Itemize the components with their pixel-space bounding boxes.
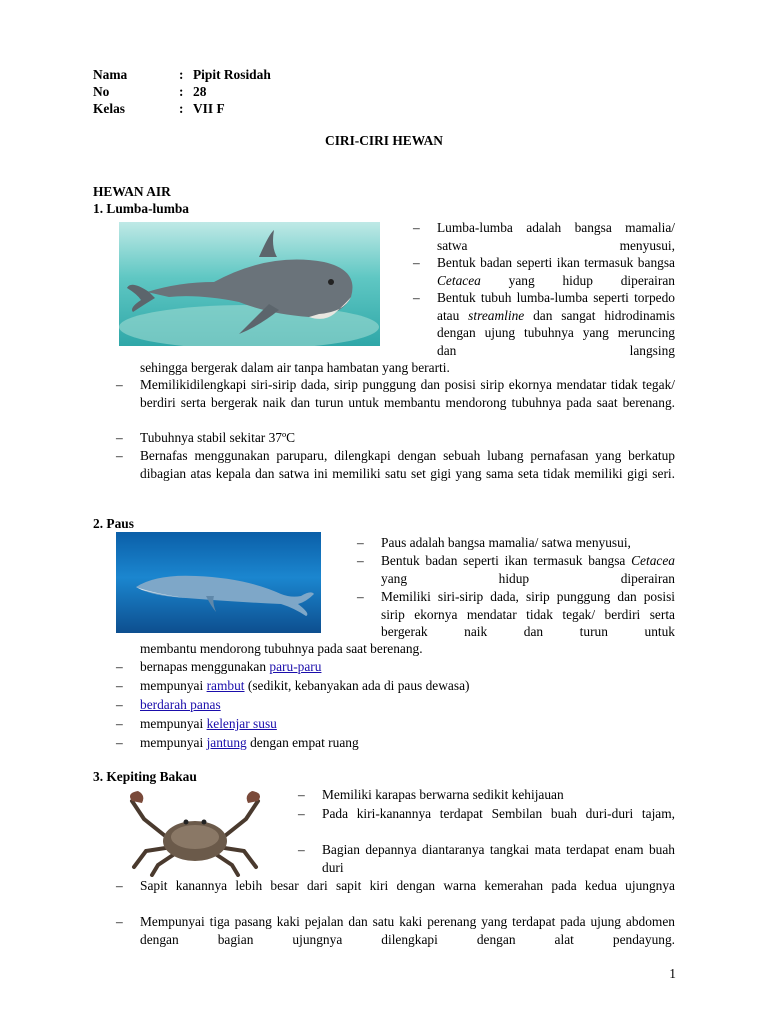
whale-image [116, 532, 321, 633]
link-paru-paru[interactable]: paru-paru [269, 659, 322, 674]
paus-bullet-8: – mempunyai jantung dengan empat ruang [116, 735, 359, 750]
kelas-value: VII F [193, 101, 225, 116]
paus-heading: 2. Paus [93, 516, 134, 531]
no-value: 28 [193, 84, 207, 99]
page-title: CIRI-CIRI HEWAN [325, 133, 443, 148]
header-nama [93, 66, 271, 84]
crab-image [124, 789, 266, 877]
dolphin-image [119, 222, 380, 346]
link-berdarah-panas[interactable]: berdarah panas [140, 697, 221, 712]
paus-bullet-2: – Bentuk badan seperti ikan termasuk bangsa Cetacea yang hidup diperairan [357, 553, 675, 586]
lumba-bullet-6: – Bernafas menggunakan paruparu, dilengkapi dengan sebuah lubang pernafasan yang berkatup dibagian atas kepala dan satwa ini memiliki satu set gigi yang sama seta tidak memiliki gigi seri. [116, 448, 675, 481]
kepiting-bullet-2: – Pada kiri-kanannya terdapat Sembilan buah duri-duri tajam, [298, 806, 675, 821]
paus-bullet-6: – berdarah panas [116, 697, 221, 712]
page-number: 1 [669, 966, 676, 981]
lumba-bullet-5: – Tubuhnya stabil sekitar 37ºC [116, 430, 296, 445]
lumba-bullet-1: – Lumba-lumba adalah bangsa mamalia/ satwa menyusui, [413, 220, 675, 253]
kepiting-heading: 3. Kepiting Bakau [93, 769, 197, 784]
paus-bullet-1: – Paus adalah bangsa mamalia/ satwa menyusui, [357, 535, 631, 550]
section-heading: HEWAN AIR [93, 184, 171, 199]
kepiting-bullet-1: – Memiliki karapas berwarna sedikit kehijauan [298, 787, 564, 802]
lumba-bullet-2: – Bentuk badan seperti ikan termasuk bangsa Cetacea yang hidup diperairan [413, 255, 675, 288]
paus-bullet-3-cont: membantu mendorong tubuhnya pada saat berenang. [140, 641, 423, 656]
colon: : [179, 84, 184, 99]
colon: : [179, 67, 184, 82]
paus-bullet-7: – mempunyai kelenjar susu [116, 716, 277, 731]
header-kelas [93, 100, 225, 118]
nama-label: Nama [93, 67, 128, 82]
kepiting-bullet-4: – Sapit kanannya lebih besar dari sapit kiri dengan warna kemerahan pada kedua ujungnya [116, 878, 675, 893]
no-label: No [93, 84, 110, 99]
kepiting-bullet-5: – Mempunyai tiga pasang kaki pejalan dan satu kaki perenang yang terdapat pada ujung abdomen dengan bagian ujungnya dilengkapi dengan alat pendayung. [116, 914, 675, 947]
link-jantung[interactable]: jantung [206, 735, 247, 750]
paus-bullet-4: – bernapas menggunakan paru-paru [116, 659, 322, 674]
lumba-heading: 1. Lumba-lumba [93, 201, 189, 216]
colon: : [179, 101, 184, 116]
link-rambut[interactable]: rambut [206, 678, 245, 693]
lumba-bullet-3: – Bentuk tubuh lumba-lumba seperti torpedo atau streamline dan sangat hidrodinamis dengan ujung tubuhnya yang meruncing dan langsing [413, 290, 675, 358]
header-no [93, 83, 206, 101]
paus-bullet-5: – mempunyai rambut (sedikit, kebanyakan ada di paus dewasa) [116, 678, 470, 693]
lumba-bullet-3-cont: sehingga bergerak dalam air tanpa hambatan yang berarti. [140, 360, 450, 375]
lumba-bullet-4: – Memilikidilengkapi siri-sirip dada, sirip punggung dan posisi sirip ekornya mendatar tidak tegak/ berdiri serta bergerak naik dan turun untuk membantu mendorong tubuhnya pada saat berenang. [116, 377, 675, 410]
nama-value: Pipit Rosidah [193, 67, 271, 82]
kelas-label: Kelas [93, 101, 125, 116]
link-kelenjar-susu[interactable]: kelenjar susu [206, 716, 277, 731]
paus-bullet-3: – Memiliki siri-sirip dada, sirip punggung dan posisi sirip ekornya mendatar tidak tegak/ berdiri serta bergerak naik dan turun untuk [357, 589, 675, 639]
kepiting-bullet-3: – Bagian depannya diantaranya tangkai mata terdapat enam buah duri [298, 842, 675, 875]
